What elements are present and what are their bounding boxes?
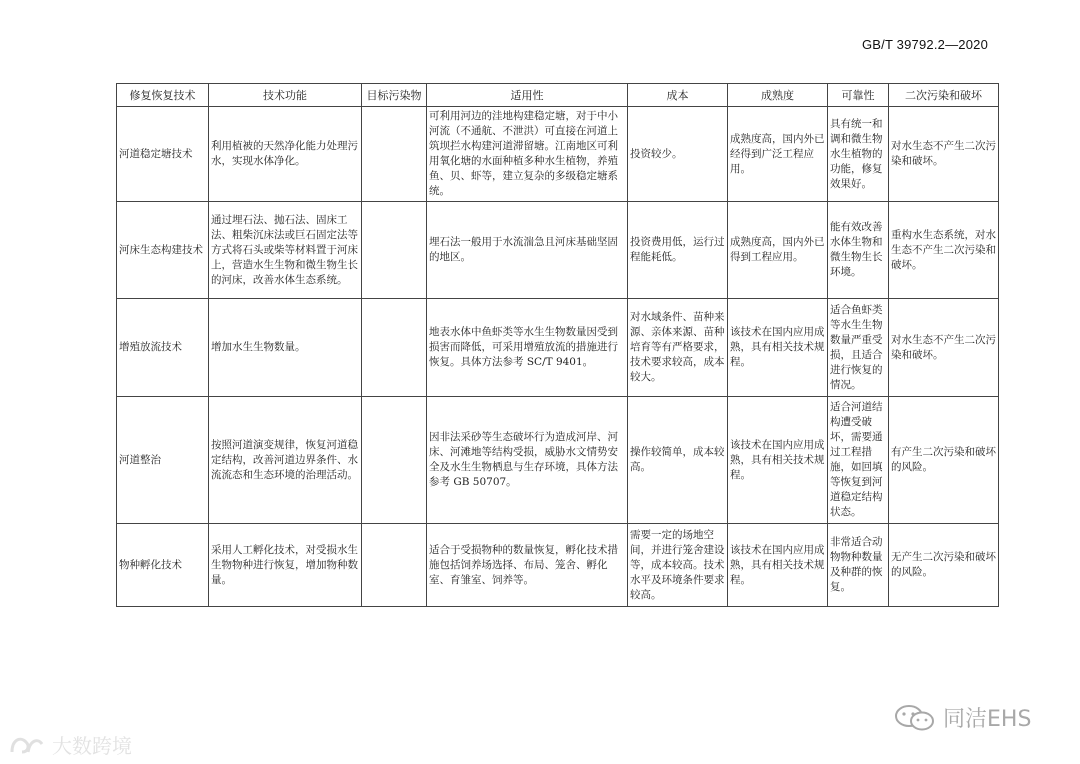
secondary-pollution: 重构水生态系统，对水生态不产生二次污染和破坏。 bbox=[889, 202, 999, 299]
column-header: 技术功能 bbox=[209, 84, 362, 107]
cost: 需要一定的场地空间，并进行笼舍建设等，成本较高。技术水平及环境条件要求较高。 bbox=[628, 524, 728, 607]
applicability: 埋石法一般用于水流湍急且河床基础坚固的地区。 bbox=[427, 202, 628, 299]
target-pollutant bbox=[362, 107, 427, 202]
secondary-pollution: 有产生二次污染和破坏的风险。 bbox=[889, 397, 999, 524]
technology-function: 采用人工孵化技术，对受损水生生物物种进行恢复，增加物种数量。 bbox=[209, 524, 362, 607]
column-header: 可靠性 bbox=[828, 84, 889, 107]
secondary-pollution: 无产生二次污染和破坏的风险。 bbox=[889, 524, 999, 607]
target-pollutant bbox=[362, 524, 427, 607]
reliability: 非常适合动物物种数量及种群的恢复。 bbox=[828, 524, 889, 607]
column-header: 适用性 bbox=[427, 84, 628, 107]
table-row bbox=[117, 107, 999, 202]
technology-name: 河道稳定塘技术 bbox=[117, 107, 209, 202]
technology-function: 按照河道演变规律，恢复河道稳定结构，改善河道边界条件、水流流态和生态环境的治理活动。 bbox=[209, 397, 362, 524]
watermark-right-text: 同洁EHS bbox=[943, 707, 1032, 732]
column-header: 修复恢复技术 bbox=[117, 84, 209, 107]
logo-mark-icon bbox=[8, 732, 48, 758]
technology-name: 河床生态构建技术 bbox=[117, 202, 209, 299]
applicability: 适合于受损物种的数量恢复，孵化技术措施包括饲养场选择、布局、笼舍、孵化室、育雏室、饲养等。 bbox=[427, 524, 628, 607]
applicability: 可利用河边的洼地构建稳定塘，对于中小河流（不通航、不泄洪）可直接在河道上筑坝拦水构建河道滞留塘。江南地区可利用氧化塘的水面种植多种水生植物，养殖鱼、贝、虾等，建立复杂的多级稳定塘系统。 bbox=[427, 107, 628, 202]
technology-function: 通过埋石法、抛石法、固床工法、粗柴沉床法或巨石固定法等方式将石头或柴等材料置于河床上，营造水生生物和微生物生长的河床，改善水体生态系统。 bbox=[209, 202, 362, 299]
target-pollutant bbox=[362, 397, 427, 524]
table-row bbox=[117, 202, 999, 299]
maturity: 该技术在国内应用成熟，具有相关技术规程。 bbox=[728, 299, 828, 397]
table-row bbox=[117, 524, 999, 607]
reliability: 适合鱼虾类等水生生物数量严重受损，且适合进行恢复的情况。 bbox=[828, 299, 889, 397]
column-header: 成熟度 bbox=[728, 84, 828, 107]
column-header: 二次污染和破坏 bbox=[889, 84, 999, 107]
column-header: 目标污染物 bbox=[362, 84, 427, 107]
table-row bbox=[117, 299, 999, 397]
applicability: 地表水体中鱼虾类等水生生物数量因受到损害而降低，可采用增殖放流的措施进行恢复。具体方法参考 SC/T 9401。 bbox=[427, 299, 628, 397]
technology-name: 增殖放流技术 bbox=[117, 299, 209, 397]
maturity: 成熟度高，国内外已经得到广泛工程应用。 bbox=[728, 107, 828, 202]
remediation-technology-table bbox=[116, 83, 999, 607]
cost: 投资较少。 bbox=[628, 107, 728, 202]
watermark-left bbox=[8, 730, 132, 759]
maturity: 成熟度高，国内外已得到工程应用。 bbox=[728, 202, 828, 299]
column-header: 成本 bbox=[628, 84, 728, 107]
cost: 投资费用低，运行过程能耗低。 bbox=[628, 202, 728, 299]
target-pollutant bbox=[362, 299, 427, 397]
cost: 操作较简单，成本较高。 bbox=[628, 397, 728, 524]
technology-function: 增加水生生物数量。 bbox=[209, 299, 362, 397]
secondary-pollution: 对水生态不产生二次污染和破坏。 bbox=[889, 299, 999, 397]
reliability: 适合河道结构遭受破坏，需要通过工程措施，如回填等恢复到河道稳定结构状态。 bbox=[828, 397, 889, 524]
maturity: 该技术在国内应用成熟，具有相关技术规程。 bbox=[728, 397, 828, 524]
table-row bbox=[117, 397, 999, 524]
watermark-right bbox=[893, 702, 1031, 733]
watermark-left-text: 大数跨境 bbox=[52, 734, 132, 758]
target-pollutant bbox=[362, 202, 427, 299]
applicability: 因非法采砂等生态破坏行为造成河岸、河床、河滩地等结构受损，威胁水文情势安全及水生生物栖息与生存环境，具体方法参考 GB 50707。 bbox=[427, 397, 628, 524]
secondary-pollution: 对水生态不产生二次污染和破坏。 bbox=[889, 107, 999, 202]
cost: 对水域条件、苗种来源、亲体来源、苗种培育等有严格要求，技术要求较高，成本较大。 bbox=[628, 299, 728, 397]
technology-name: 河道整治 bbox=[117, 397, 209, 524]
reliability: 具有统一和调和微生物水生植物的功能，修复效果好。 bbox=[828, 107, 889, 202]
maturity: 该技术在国内应用成熟，具有相关技术规程。 bbox=[728, 524, 828, 607]
wechat-icon bbox=[893, 703, 937, 733]
technology-name: 物种孵化技术 bbox=[117, 524, 209, 607]
table-header-row bbox=[117, 84, 999, 107]
standard-number: GB/T 39792.2—2020 bbox=[861, 37, 988, 52]
technology-function: 利用植被的天然净化能力处理污水，实现水体净化。 bbox=[209, 107, 362, 202]
reliability: 能有效改善水体生物和微生物生长环境。 bbox=[828, 202, 889, 299]
